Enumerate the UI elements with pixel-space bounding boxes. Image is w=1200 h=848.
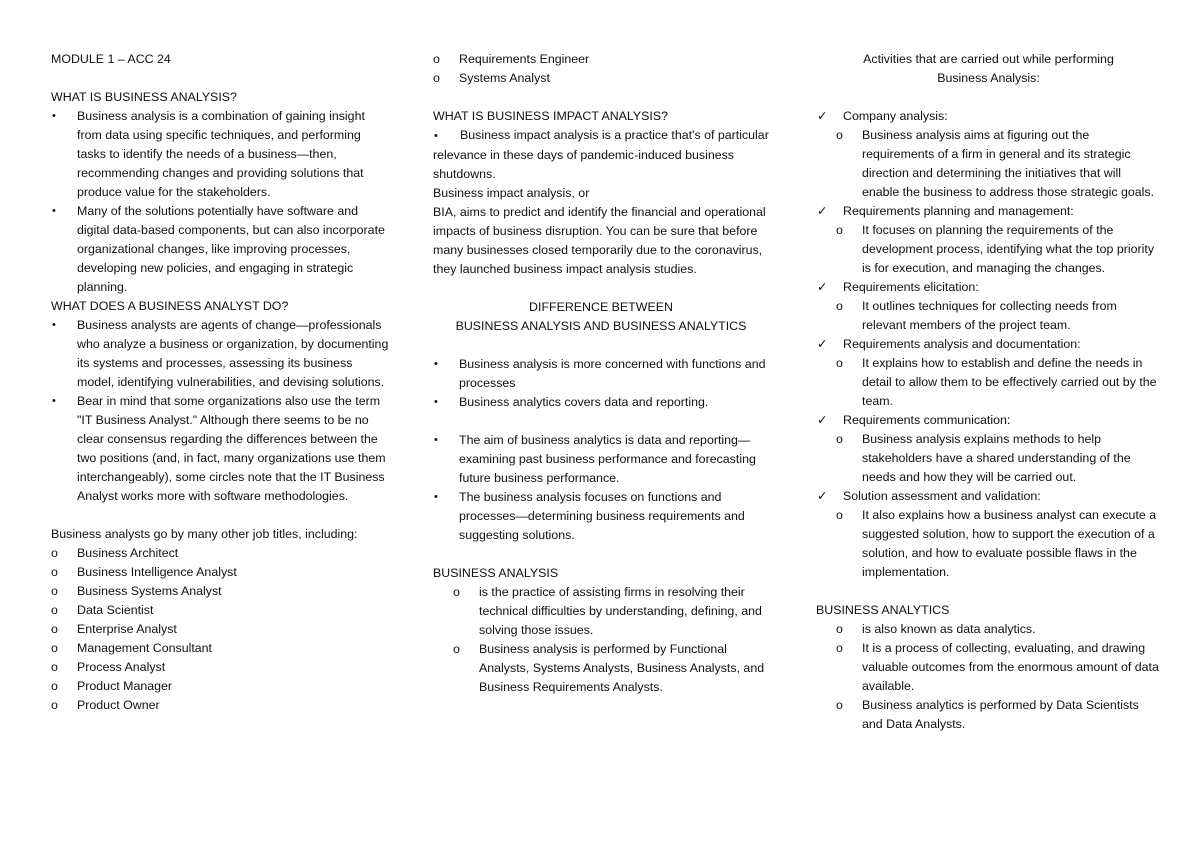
list-item bbox=[836, 297, 1161, 335]
bullet-marker: • bbox=[52, 395, 56, 407]
activities-list bbox=[816, 411, 1161, 430]
bia-bullet-text: Business impact analysis is a practice that's of particular relevance in these days of pandemic-induced business shutdowns. bbox=[433, 128, 769, 181]
list-item bbox=[51, 316, 391, 392]
list-item-text: Business Systems Analyst bbox=[77, 584, 222, 598]
business-analysis-items bbox=[453, 583, 769, 697]
list-item bbox=[433, 50, 769, 69]
list-item bbox=[836, 221, 1161, 278]
difference-bullets-b bbox=[433, 431, 769, 545]
activity-desc-list bbox=[836, 354, 1161, 411]
list-item-text: Many of the solutions potentially have software and digital data-based components, but can also incorporate organizational changes, like improving processes, developing new policies, and engaging in strategic planning. bbox=[77, 204, 385, 294]
list-item-text: Business analytics is performed by Data Scientists and Data Analysts. bbox=[862, 698, 1139, 731]
list-item bbox=[836, 639, 1161, 696]
list-item bbox=[51, 202, 391, 297]
list-item-text: Business analysts are agents of change—professionals who analyze a business or organization, by documenting its systems and processes, assessing its business model, identifying vulnerabilities, and devising solutions. bbox=[77, 318, 389, 389]
job-titles-list-continued bbox=[433, 50, 769, 88]
check-icon: ✓ bbox=[817, 204, 828, 218]
heading-business-analytics: BUSINESS ANALYTICS bbox=[816, 603, 950, 617]
job-titles-intro: Business analysts go by many other job titles, including: bbox=[51, 527, 358, 541]
list-item-text: Business analysis is more concerned with functions and processes bbox=[459, 357, 766, 390]
list-item bbox=[51, 544, 391, 563]
bullet-marker: • bbox=[52, 110, 56, 122]
list-item-text: Requirements Engineer bbox=[459, 52, 590, 66]
list-item-text: Systems Analyst bbox=[459, 71, 550, 85]
list-item bbox=[433, 69, 769, 88]
bia-bullet-paragraph bbox=[433, 126, 769, 184]
circle-marker: o bbox=[836, 432, 843, 446]
bullet-marker: • bbox=[434, 434, 438, 446]
list-item bbox=[836, 620, 1161, 639]
list-item bbox=[433, 488, 769, 545]
circle-marker: o bbox=[836, 508, 843, 522]
activity-title: Company analysis: bbox=[843, 109, 948, 123]
activity-desc-list bbox=[836, 297, 1161, 335]
list-item-text: Business analysis is a combination of gaining insight from data using specific techniques, and performing tasks to identify the needs of a business—then, recommending changes and providing solutions that produce value for the stakeholders. bbox=[77, 109, 365, 199]
list-item-text: It is a process of collecting, evaluating, and drawing valuable outcomes from the enormous amount of data available. bbox=[862, 641, 1159, 693]
list-item-text: Product Manager bbox=[77, 679, 173, 693]
activity-item bbox=[816, 278, 1161, 297]
circle-marker: o bbox=[51, 584, 58, 598]
circle-marker: o bbox=[453, 642, 460, 656]
circle-marker: o bbox=[836, 698, 843, 712]
activity-desc: Business analysis explains methods to help stakeholders have a shared understanding of the needs and how they will be carried out. bbox=[862, 432, 1131, 484]
circle-marker: o bbox=[836, 641, 843, 655]
list-item-text: The aim of business analytics is data and reporting—examining past business performance and forecasting future business performance. bbox=[459, 433, 756, 485]
analyst-role-bullets bbox=[51, 316, 391, 506]
difference-heading-line-1: DIFFERENCE BETWEEN bbox=[529, 300, 673, 314]
bullet-marker: • bbox=[434, 396, 438, 408]
circle-marker: o bbox=[836, 128, 843, 142]
list-item-text: is also known as data analytics. bbox=[862, 622, 1036, 636]
list-item-text: is the practice of assisting firms in resolving their technical difficulties by understanding, defining, and solving those issues. bbox=[479, 585, 762, 637]
list-item-text: Business analysis is performed by Functional Analysts, Systems Analysts, Business Analysts, and Business Requirements Analysts. bbox=[479, 642, 765, 694]
list-item-text: Data Scientist bbox=[77, 603, 154, 617]
activity-desc-list bbox=[836, 221, 1161, 278]
list-item-text: Process Analyst bbox=[77, 660, 166, 674]
list-item-text: Business Architect bbox=[77, 546, 179, 560]
check-icon: ✓ bbox=[817, 280, 828, 294]
list-item bbox=[433, 393, 769, 412]
activities-list bbox=[816, 107, 1161, 126]
circle-marker: o bbox=[453, 585, 460, 599]
list-item bbox=[51, 696, 391, 715]
list-item-text: Enterprise Analyst bbox=[77, 622, 177, 636]
circle-marker: o bbox=[51, 660, 58, 674]
circle-marker: o bbox=[51, 565, 58, 579]
check-icon: ✓ bbox=[817, 337, 828, 351]
check-icon: ✓ bbox=[817, 413, 828, 427]
list-item bbox=[51, 563, 391, 582]
activities-list bbox=[816, 487, 1161, 506]
bullet-marker: • bbox=[434, 358, 438, 370]
activity-desc-list bbox=[836, 430, 1161, 487]
activity-item bbox=[816, 411, 1161, 430]
column-1 bbox=[51, 50, 391, 715]
list-item-text: Management Consultant bbox=[77, 641, 213, 655]
column-3 bbox=[816, 50, 1161, 734]
circle-marker: o bbox=[51, 641, 58, 655]
heading-what-is-business-analysis: WHAT IS BUSINESS ANALYSIS? bbox=[51, 90, 237, 104]
bullet-marker: • bbox=[434, 130, 438, 142]
circle-marker: o bbox=[836, 622, 843, 636]
activity-item bbox=[816, 335, 1161, 354]
list-item-text: Business Intelligence Analyst bbox=[77, 565, 237, 579]
activity-title: Requirements elicitation: bbox=[843, 280, 979, 294]
activities-heading-line-2: Business Analysis: bbox=[937, 71, 1040, 85]
circle-marker: o bbox=[836, 223, 843, 237]
module-title: MODULE 1 – ACC 24 bbox=[51, 52, 171, 66]
business-analytics-items bbox=[836, 620, 1161, 734]
list-item bbox=[453, 583, 769, 640]
circle-marker: o bbox=[51, 679, 58, 693]
list-item-text: Business analytics covers data and reporting. bbox=[459, 395, 709, 409]
difference-heading-line-2: BUSINESS ANALYSIS AND BUSINESS ANALYTICS bbox=[455, 319, 747, 333]
activities-list bbox=[816, 202, 1161, 221]
list-item bbox=[51, 392, 391, 506]
bia-paragraph-2: BIA, aims to predict and identify the financial and operational impacts of business disruption. You can be sure that before many businesses closed temporarily due to the coronavirus, they launched business impact analysis studies. bbox=[433, 205, 766, 276]
list-item bbox=[836, 506, 1161, 582]
activities-heading-line-1: Activities that are carried out while performing bbox=[863, 52, 1114, 66]
list-item bbox=[51, 658, 391, 677]
list-item-text: Bear in mind that some organizations also use the term "IT Business Analyst." Although there seems to be no clear consensus regarding the differences between the two positions (and, in fact, many organizations use them interchangeably), some circles note that the IT Business Analyst works more with software methodologies. bbox=[77, 394, 386, 503]
activity-desc-list bbox=[836, 506, 1161, 582]
circle-marker: o bbox=[51, 698, 58, 712]
list-item bbox=[51, 639, 391, 658]
activity-desc-list bbox=[836, 126, 1161, 202]
difference-bullets-a bbox=[433, 355, 769, 412]
circle-marker: o bbox=[433, 71, 440, 85]
circle-marker: o bbox=[836, 299, 843, 313]
circle-marker: o bbox=[836, 356, 843, 370]
circle-marker: o bbox=[51, 622, 58, 636]
list-item bbox=[836, 354, 1161, 411]
bullet-marker: • bbox=[52, 205, 56, 217]
list-item bbox=[836, 430, 1161, 487]
check-icon: ✓ bbox=[817, 109, 828, 123]
list-item bbox=[51, 582, 391, 601]
circle-marker: o bbox=[51, 603, 58, 617]
activity-item bbox=[816, 202, 1161, 221]
activity-desc: It focuses on planning the requirements of the development process, identifying what the top priority is for execution, and managing the changes. bbox=[862, 223, 1155, 275]
list-item bbox=[433, 355, 769, 393]
activity-desc: It outlines techniques for collecting needs from relevant members of the project team. bbox=[862, 299, 1117, 332]
list-item bbox=[51, 107, 391, 202]
list-item bbox=[51, 677, 391, 696]
bullet-marker: • bbox=[434, 491, 438, 503]
activity-desc: It also explains how a business analyst can execute a suggested solution, how to support the execution of a solution, and how to evaluate possible flaws in the implementation. bbox=[862, 508, 1157, 579]
list-item bbox=[836, 696, 1161, 734]
circle-marker: o bbox=[51, 546, 58, 560]
list-item-text: The business analysis focuses on functions and processes—determining business requirements and suggesting solutions. bbox=[459, 490, 745, 542]
activity-title: Requirements analysis and documentation: bbox=[843, 337, 1081, 351]
list-item bbox=[51, 601, 391, 620]
circle-marker: o bbox=[433, 52, 440, 66]
activity-title: Solution assessment and validation: bbox=[843, 489, 1041, 503]
list-item bbox=[51, 620, 391, 639]
list-item-text: Product Owner bbox=[77, 698, 160, 712]
job-titles-list bbox=[51, 544, 391, 715]
column-2 bbox=[433, 50, 769, 697]
heading-business-analysis: BUSINESS ANALYSIS bbox=[433, 566, 559, 580]
bullet-marker: • bbox=[52, 319, 56, 331]
activity-title: Requirements planning and management: bbox=[843, 204, 1074, 218]
heading-business-impact-analysis: WHAT IS BUSINESS IMPACT ANALYSIS? bbox=[433, 109, 669, 123]
activity-title: Requirements communication: bbox=[843, 413, 1011, 427]
activities-list bbox=[816, 335, 1161, 354]
activities-list bbox=[816, 278, 1161, 297]
business-analysis-bullets bbox=[51, 107, 391, 297]
activity-item bbox=[816, 107, 1161, 126]
list-item bbox=[836, 126, 1161, 202]
bia-paragraph-1: Business impact analysis, or bbox=[433, 186, 590, 200]
check-icon: ✓ bbox=[817, 489, 828, 503]
list-item bbox=[453, 640, 769, 697]
heading-what-does-analyst-do: WHAT DOES A BUSINESS ANALYST DO? bbox=[51, 299, 289, 313]
activity-desc: It explains how to establish and define the needs in detail to allow them to be effectively carried out by the team. bbox=[862, 356, 1157, 408]
activity-desc: Business analysis aims at figuring out the requirements of a firm in general and its strategic direction and determining the initiatives that will enable the business to address those strategic goals. bbox=[862, 128, 1155, 199]
activity-item bbox=[816, 487, 1161, 506]
list-item bbox=[433, 431, 769, 488]
